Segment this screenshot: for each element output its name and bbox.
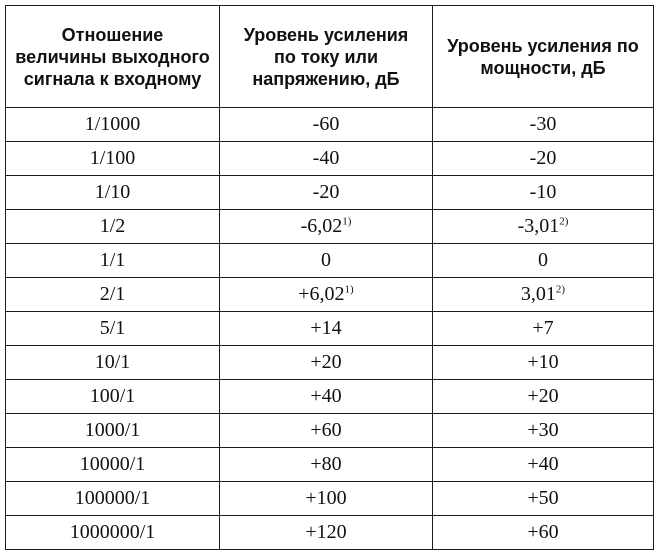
cell-power-gain — [433, 380, 654, 414]
cell-power-gain — [433, 346, 654, 380]
current-voltage-value: -6,02 — [300, 215, 343, 237]
cell-current-voltage-gain — [220, 210, 433, 244]
header-row — [6, 6, 654, 108]
current-voltage-value: +40 — [310, 385, 342, 407]
current-voltage-value: -40 — [312, 147, 340, 169]
power-value: -10 — [529, 181, 557, 203]
table-row — [6, 346, 654, 380]
table-row — [6, 482, 654, 516]
cell-ratio: 1/100 — [6, 142, 220, 176]
header-ratio: Отношение величины выходного сигнала к входному — [6, 6, 220, 108]
cell-power-gain — [433, 244, 654, 278]
cell-power-gain — [433, 142, 654, 176]
header-power-gain: Уровень усиления по мощности, дБ — [433, 6, 654, 108]
power-value: +60 — [527, 521, 559, 543]
power-value: -20 — [529, 147, 557, 169]
cell-ratio: 1/2 — [6, 210, 220, 244]
cell-current-voltage-gain — [220, 278, 433, 312]
cell-power-gain — [433, 516, 654, 550]
cell-ratio: 10/1 — [6, 346, 220, 380]
cell-current-voltage-gain — [220, 516, 433, 550]
table-row — [6, 176, 654, 210]
power-value: -30 — [529, 113, 557, 135]
table-row — [6, 516, 654, 550]
cell-ratio: 2/1 — [6, 278, 220, 312]
cell-ratio: 100/1 — [6, 380, 220, 414]
cell-ratio: 5/1 — [6, 312, 220, 346]
footnote-marker: 1) — [342, 215, 352, 228]
cell-current-voltage-gain — [220, 380, 433, 414]
power-value: 0 — [538, 249, 548, 271]
power-value: +20 — [527, 385, 559, 407]
power-value: +40 — [527, 453, 559, 475]
cell-ratio: 10000/1 — [6, 448, 220, 482]
table-row — [6, 380, 654, 414]
cell-ratio: 1/1 — [6, 244, 220, 278]
cell-current-voltage-gain — [220, 414, 433, 448]
cell-current-voltage-gain — [220, 346, 433, 380]
table-row — [6, 244, 654, 278]
power-value: +7 — [532, 317, 554, 339]
table-row — [6, 210, 654, 244]
power-value: -3,01 — [517, 215, 560, 237]
current-voltage-value: +100 — [305, 487, 347, 509]
cell-current-voltage-gain — [220, 312, 433, 346]
current-voltage-value: +6,02 — [298, 283, 345, 305]
cell-power-gain — [433, 176, 654, 210]
power-value: +50 — [527, 487, 559, 509]
table-row — [6, 108, 654, 142]
current-voltage-value: +80 — [310, 453, 342, 475]
cell-ratio: 1/10 — [6, 176, 220, 210]
cell-power-gain — [433, 278, 654, 312]
table-row — [6, 448, 654, 482]
cell-current-voltage-gain — [220, 142, 433, 176]
cell-power-gain — [433, 448, 654, 482]
current-voltage-value: -20 — [312, 181, 340, 203]
header-current-voltage-gain: Уровень усиления по току или напряжению, дБ — [220, 6, 433, 108]
table-row — [6, 312, 654, 346]
cell-current-voltage-gain — [220, 448, 433, 482]
table-row — [6, 414, 654, 448]
power-value: 3,01 — [520, 283, 556, 305]
power-value: +10 — [527, 351, 559, 373]
cell-ratio: 1000000/1 — [6, 516, 220, 550]
table-row — [6, 142, 654, 176]
footnote-marker: 1) — [344, 283, 354, 296]
cell-power-gain — [433, 108, 654, 142]
footnote-marker: 2) — [559, 215, 569, 228]
cell-power-gain — [433, 482, 654, 516]
power-value: +30 — [527, 419, 559, 441]
gain-table — [5, 5, 654, 550]
table-row — [6, 278, 654, 312]
cell-current-voltage-gain — [220, 244, 433, 278]
footnote-marker: 2) — [555, 283, 566, 296]
current-voltage-value: +120 — [305, 521, 347, 543]
cell-power-gain — [433, 312, 654, 346]
current-voltage-value: +60 — [310, 419, 342, 441]
cell-ratio: 1/1000 — [6, 108, 220, 142]
current-voltage-value: -60 — [312, 113, 340, 135]
current-voltage-value: +20 — [310, 351, 342, 373]
cell-power-gain — [433, 210, 654, 244]
table-body — [6, 108, 654, 550]
current-voltage-value: +14 — [310, 317, 342, 339]
current-voltage-value: 0 — [321, 249, 331, 271]
cell-current-voltage-gain — [220, 176, 433, 210]
cell-current-voltage-gain — [220, 108, 433, 142]
cell-ratio: 1000/1 — [6, 414, 220, 448]
cell-ratio: 100000/1 — [6, 482, 220, 516]
cell-current-voltage-gain — [220, 482, 433, 516]
cell-power-gain — [433, 414, 654, 448]
